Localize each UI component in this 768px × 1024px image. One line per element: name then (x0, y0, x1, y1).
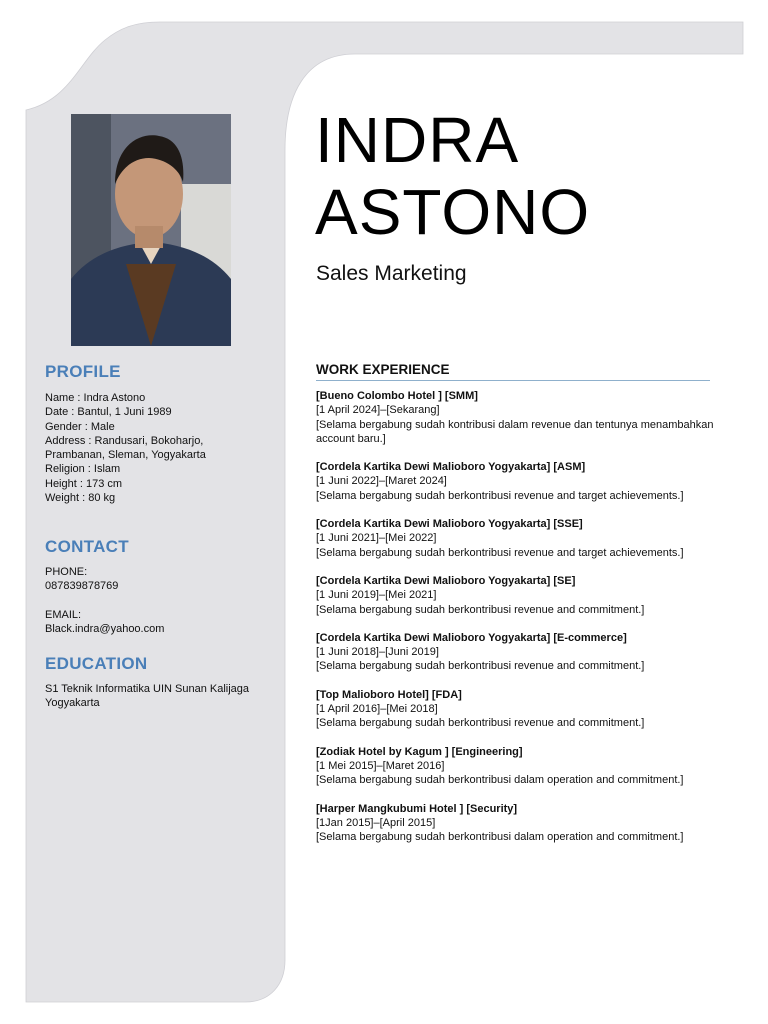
job-entry (316, 802, 716, 845)
profile-line-height: Height : 173 cm (45, 477, 123, 490)
candidate-name (315, 104, 590, 248)
job-dates: [1 April 2024]–[Sekarang] (316, 404, 440, 417)
job-company-role: [Cordela Kartika Dewi Malioboro Yogyakarta] [ASM] (316, 461, 586, 474)
job-company-role: [Harper Mangkubumi Hotel ] [Security] (316, 802, 518, 815)
job-description: [Selama bergabung sudah berkontribusi revenue and target achievements.] (316, 489, 684, 502)
job-description: [Selama bergabung sudah berkontribusi revenue and commitment.] (316, 603, 645, 616)
job-description: [Selama bergabung sudah berkontribusi dalam operation and commitment.] (316, 831, 684, 844)
job-company-role: [Top Malioboro Hotel] [FDA] (316, 688, 462, 701)
work-experience-heading: WORK EXPERIENCE (316, 362, 450, 377)
job-dates: [1 Juni 2022]–[Maret 2024] (316, 475, 447, 488)
job-entry (316, 389, 716, 446)
email-address: Black.indra@yahoo.com (45, 622, 165, 635)
profile-line-date: Date : Bantul, 1 Juni 1989 (45, 406, 172, 419)
phone-label: PHONE: (45, 566, 88, 578)
section-divider (316, 380, 710, 381)
contact-details (45, 565, 250, 636)
profile-line-name: Name : Indra Astono (45, 392, 146, 404)
profile-photo (71, 114, 231, 346)
job-dates: [1Jan 2015]–[April 2015] (316, 816, 436, 829)
job-company-role: [Bueno Colombo Hotel ] [SMM] (316, 390, 478, 402)
job-company-role: [Cordela Kartika Dewi Malioboro Yogyakarta] [SE] (316, 574, 576, 587)
job-description: [Selama bergabung sudah berkontribusi revenue and commitment.] (316, 717, 645, 730)
job-dates: [1 Mei 2015]–[Maret 2016] (316, 759, 445, 772)
job-entry (316, 688, 716, 731)
education-text: S1 Teknik Informatika UIN Sunan Kalijaga Yogyakarta (45, 683, 250, 710)
profile-details (45, 391, 250, 505)
job-dates: [1 Juni 2021]–[Mei 2022] (316, 532, 437, 545)
job-description: [Selama bergabung sudah berkontribusi dalam operation and commitment.] (316, 774, 684, 787)
job-entry (316, 574, 716, 617)
name-line-last: ASTONO (315, 176, 591, 248)
job-dates: [1 April 2016]–[Mei 2018] (316, 703, 438, 716)
contact-heading: CONTACT (45, 537, 129, 556)
profile-line-address: Address : Randusari, Bokoharjo, Prambanan, Sleman, Yogyakarta (45, 434, 207, 462)
job-entry (316, 517, 716, 560)
job-dates: [1 Juni 2019]–[Mei 2021] (316, 589, 437, 602)
job-company-role: [Zodiak Hotel by Kagum ] [Engineering] (316, 745, 523, 758)
name-line-first: INDRA (315, 104, 520, 176)
job-description: [Selama bergabung sudah berkontribusi revenue and commitment.] (316, 660, 645, 673)
job-description: [Selama bergabung sudah kontribusi dalam revenue dan tentunya menambahkan account baru.] (316, 418, 714, 445)
profile-heading: PROFILE (45, 362, 121, 381)
job-title: Sales Marketing (316, 262, 467, 285)
job-entry (316, 631, 716, 674)
phone-number: 087839878769 (45, 580, 119, 593)
job-entry (316, 460, 716, 503)
education-heading: EDUCATION (45, 654, 148, 673)
profile-line-gender: Gender : Male (45, 420, 115, 433)
job-dates: [1 Juni 2018]–[Juni 2019] (316, 646, 439, 659)
work-experience-list (316, 389, 716, 858)
profile-line-weight: Weight : 80 kg (45, 492, 116, 505)
job-company-role: [Cordela Kartika Dewi Malioboro Yogyakarta] [E-commerce] (316, 631, 627, 644)
profile-line-religion: Religion : Islam (45, 463, 121, 476)
email-label: EMAIL: (45, 608, 82, 621)
job-description: [Selama bergabung sudah berkontribusi revenue and target achievements.] (316, 546, 684, 559)
job-entry (316, 745, 716, 788)
job-company-role: [Cordela Kartika Dewi Malioboro Yogyakarta] [SSE] (316, 518, 583, 531)
